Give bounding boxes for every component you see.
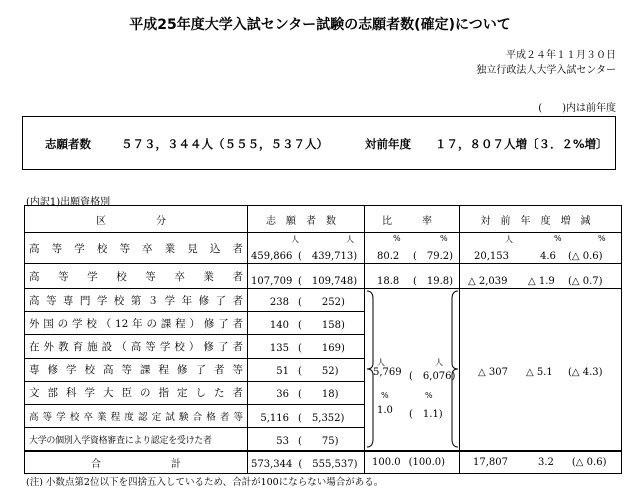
header-applicants: 志願者数 xyxy=(248,206,365,233)
row-category: 高等専門学校第３学年修了者 xyxy=(25,289,248,312)
unit-person: 人 xyxy=(291,235,299,244)
summary-value: ５７３，３４４人（５５５，５３７人） xyxy=(121,137,328,151)
unit-percent: % xyxy=(381,391,389,400)
row-diff: △ 2,039 xyxy=(468,276,508,287)
table-row xyxy=(25,289,622,312)
total-count: 573,344 xyxy=(251,458,293,470)
row-diff: 20,153 xyxy=(474,251,509,262)
page-title: 平成25年度大学入試センター試験の志願者数(確定)について xyxy=(129,17,511,33)
paren-note: ( )内は前年度 xyxy=(538,103,616,114)
row-count: 51 xyxy=(276,366,289,378)
row-prev: ( 252) xyxy=(298,296,345,308)
row-prev: ( 439,713) xyxy=(298,251,358,262)
row-prev: ( 18) xyxy=(298,389,339,401)
unit-percent: % xyxy=(425,391,433,400)
row-diff-pct: △ 1.9 xyxy=(528,276,555,287)
header-category: 区 分 xyxy=(25,206,248,233)
merged-diff-pct-prev: (△ 4.3) xyxy=(568,367,603,378)
issue-date: 平成２４年１１月３０日 xyxy=(506,50,616,61)
unit-person: 人 xyxy=(435,358,443,367)
row-diff-pct-prev: (△ 0.7) xyxy=(568,276,603,287)
row-prev: ( 5,352) xyxy=(298,412,345,424)
row-prev: ( 75) xyxy=(298,435,339,447)
row-prev: ( 158) xyxy=(298,319,345,331)
row-prev: ( 109,748) xyxy=(298,276,358,287)
merged-ratio-cell xyxy=(365,289,460,452)
row-ratio-prev: ( 19.8) xyxy=(413,276,454,287)
total-diff-pct: 3.2 xyxy=(538,456,554,468)
brace-right xyxy=(450,289,460,450)
summary-label: 志願者数 xyxy=(45,137,91,151)
merged-count: 5,769 xyxy=(373,367,402,378)
unit-percent: % xyxy=(440,234,448,243)
header-change: 対前年度増減 xyxy=(460,206,622,233)
table-row xyxy=(25,264,622,289)
unit-percent: % xyxy=(554,234,562,243)
row-count: 459,866 xyxy=(251,251,293,262)
merged-ratio: 1.0 xyxy=(377,405,393,416)
total-diff: 17,807 xyxy=(473,456,508,468)
unit-person: 人 xyxy=(346,235,354,244)
row-category: 大学の個別入学資格審査により認定を受けた者 xyxy=(25,428,248,451)
footnote: (注) 小数点第2位以下を四捨五入しているため、合計が100にならない場合がある。 xyxy=(26,477,384,488)
row-count: 135 xyxy=(269,343,289,354)
total-ratio-prev: (100.0) xyxy=(408,456,446,468)
merged-diff-pct: △ 5.1 xyxy=(526,367,553,378)
unit-person: 人 xyxy=(377,358,385,367)
summary-box xyxy=(22,116,616,170)
merged-count-prev: ( 6,076) xyxy=(409,371,456,382)
total-label: 合 計 xyxy=(25,451,248,473)
applicants-table xyxy=(24,205,622,474)
summary-diff-label: 対前年度 xyxy=(365,137,411,151)
table-row xyxy=(25,233,622,264)
row-count: 140 xyxy=(269,319,289,331)
total-diff-pct-prev: (△ 0.6) xyxy=(571,456,607,468)
row-count: 53 xyxy=(276,435,289,447)
total-prev: ( 555,537) xyxy=(298,458,358,470)
row-count: 36 xyxy=(276,389,289,401)
merged-change-cell xyxy=(460,289,622,452)
merged-ratio-prev: ( 1.1) xyxy=(409,409,443,420)
row-ratio: 18.8 xyxy=(377,276,400,287)
unit-person: 人 xyxy=(505,235,513,244)
row-prev: ( 169) xyxy=(298,343,345,354)
row-category: 高等学校卒業程度認定試験合格者等 xyxy=(25,405,248,428)
unit-percent: % xyxy=(393,234,401,243)
row-category: 外国の学校（12年の課程）修了者 xyxy=(25,312,248,335)
row-diff-pct: 4.6 xyxy=(540,251,556,262)
row-category: 文部科学大臣の指定した者 xyxy=(25,381,248,404)
row-count: 238 xyxy=(269,296,289,308)
total-ratio: 100.0 xyxy=(372,456,401,468)
total-row xyxy=(25,451,622,473)
row-category: 高等学校等卒業見込者 xyxy=(25,233,248,264)
header-ratio: 比 率 xyxy=(365,206,460,233)
row-count: 107,709 xyxy=(251,276,293,287)
row-ratio-prev: ( 79.2) xyxy=(413,251,454,262)
row-prev: ( 52) xyxy=(298,366,339,378)
merged-diff: △ 307 xyxy=(478,367,508,378)
row-diff-pct-prev: (△ 0.6) xyxy=(568,251,603,262)
table-caption: (内訳1)出願資格別 xyxy=(26,197,111,208)
summary-diff-value: １７，８０７人増〔３．２%増〕 xyxy=(435,137,608,151)
row-category: 在外教育施設（高等学校）修了者 xyxy=(25,335,248,358)
unit-percent: % xyxy=(598,234,606,243)
row-category: 高等学校等卒業者 xyxy=(25,264,248,289)
organization: 独立行政法人大学入試センター xyxy=(476,65,616,76)
row-category: 専修学校高等課程修了者等 xyxy=(25,358,248,381)
row-count: 5,116 xyxy=(260,412,289,424)
row-ratio: 80.2 xyxy=(377,251,400,262)
